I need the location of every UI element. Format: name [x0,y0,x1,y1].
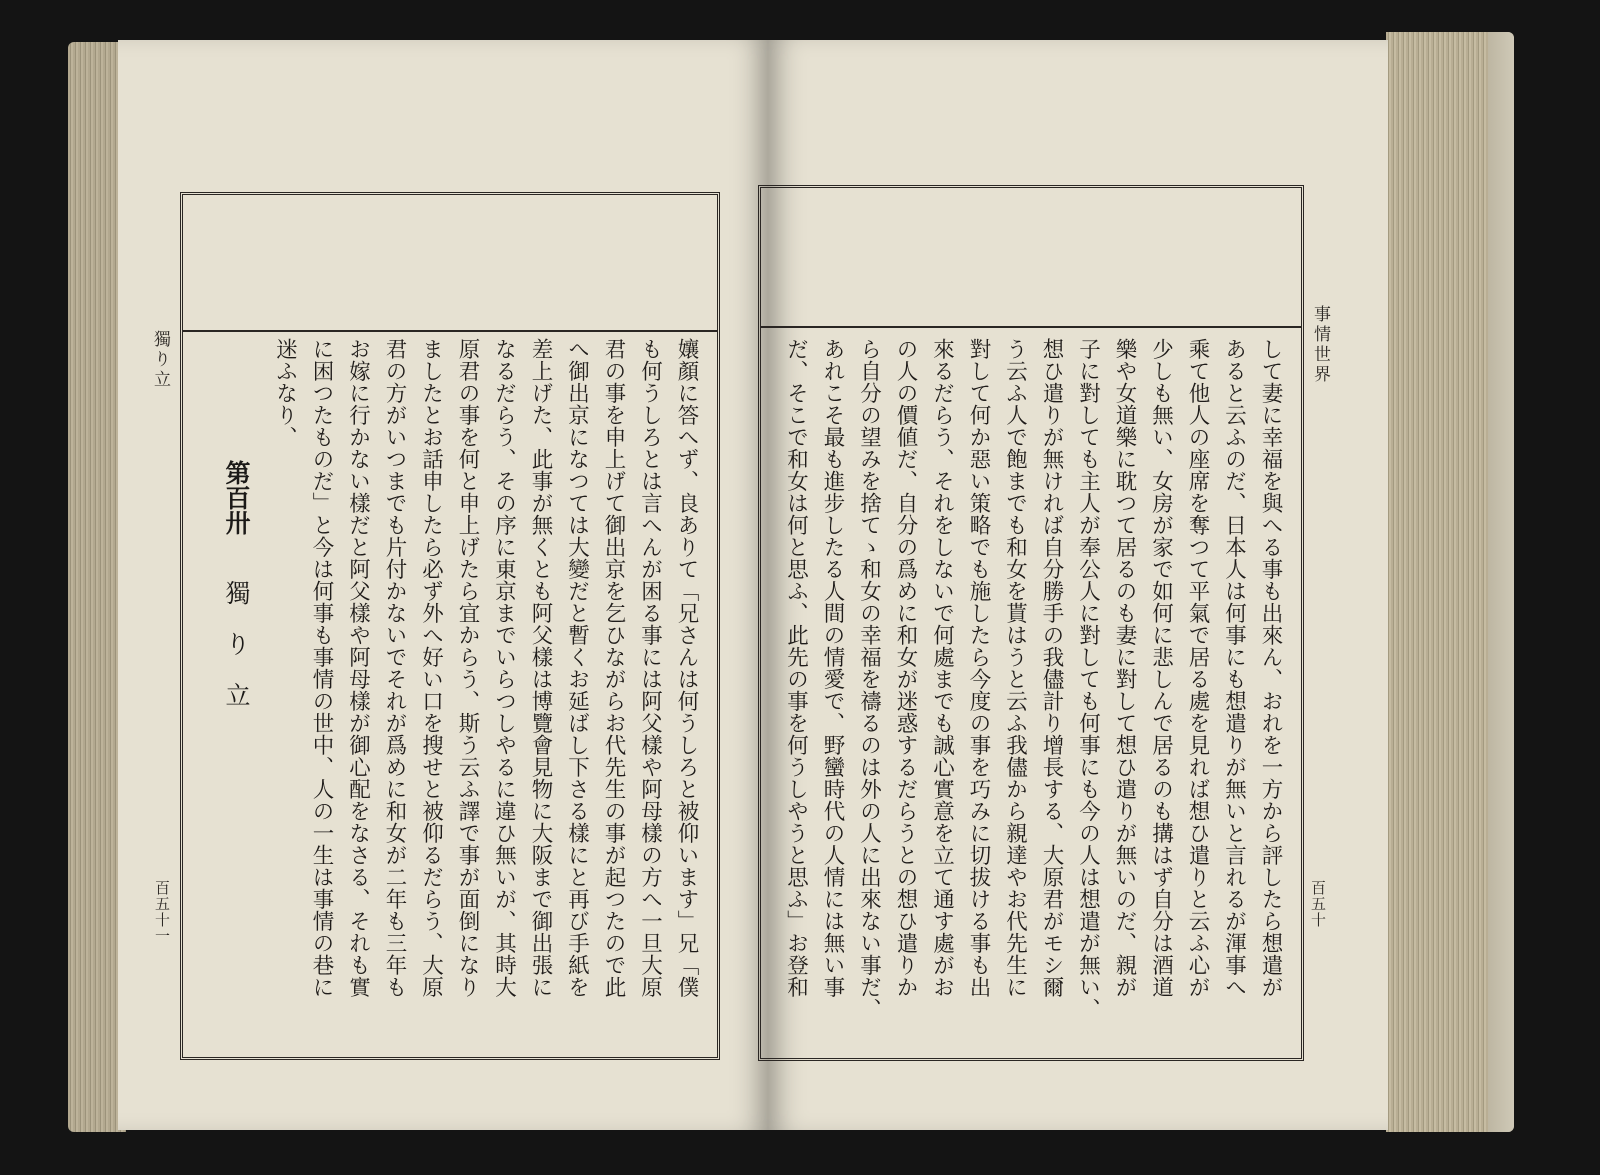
text-column: あれこそ最も進步したる人間の情愛で、野蠻時代の人情には無い事 [820,338,845,998]
chapter-title: 獨り立 [222,580,251,733]
text-column: お嫁に行かない樣だと阿父樣や阿母樣が御心配をなさる、それも實 [345,338,371,998]
text-column: 君の方がいつまでも片付かないでそれが爲めに和女が二年も三年も [382,338,407,998]
text-column: も何うしろとは言へんが困る事には阿父樣や阿母樣の方へ一旦大原 [637,338,663,998]
text-column: 乘て他人の座席を奪つて平氣で居る處を見れば想ひ遣りと云ふ心が [1185,338,1210,998]
text-column: 迷ふなり、 [272,338,298,448]
left-page [118,40,768,1130]
text-column: 樂や女道樂に耽つて居るのも妻に對して想ひ遣りが無いのだ、親が [1112,338,1137,998]
text-column: 子に對しても主人が奉公人に對しても何事にも今の人は想遣が無い、 [1075,338,1101,1020]
folio-right: 百五十 [1309,880,1327,928]
text-column: 來るだらう、それをしないで何處までも誠心實意を立て通す處がお [929,338,955,998]
text-column: ら自分の望みを捨てゝ和女の幸福を禱るのは外の人に出來ない事だ、 [856,338,882,1020]
back-cover [1488,32,1514,1132]
text-column: 差上げた、此事が無くとも阿父樣は博覽會見物に大阪まで御出張に [528,338,553,998]
frame-rule [183,330,717,332]
text-column: の人の價値だ、自分の爲めに和女が迷惑するだらうとの想ひ遣りか [893,338,918,998]
text-column: あると云ふのだ、日本人は何事にも想遣りが無いと言れるが渾事へ [1221,338,1247,998]
text-column: なるだらう、その序に東京までいらつしやるに違ひ無いが、其時大 [491,338,517,998]
text-column: へ御出京になつては大變だと暫くお延ばし下さる樣にと再び手紙を [564,338,590,998]
text-column: して妻に幸福を與へる事も出來ん、おれを一方から評したら想遣が [1258,338,1283,998]
running-head-right: 事情世界 [1310,305,1330,385]
text-column: だ、そこで和女は何と思ふ、此先の事を何うしやうと思ふ」お登和 [783,338,809,998]
right-page-edges [1386,32,1514,1132]
text-column: ましたとお話申したら必ず外へ好い口を搜せと被仰るだらう、大原 [418,338,444,998]
text-column: 想ひ遣りが無ければ自分勝手の我儘計り增長する、大原君がモシ爾 [1039,338,1064,998]
text-column: 孃顏に答へず、良ありて「兄さんは何うしろと被仰います」兄「僕 [674,338,699,998]
chapter-number: 第百卅 [222,460,251,535]
running-head-left: 獨り立 [150,330,170,390]
right-page [768,40,1388,1130]
text-column: 對して何か惡い策略でも施したら今度の事を巧みに切拔ける事も出 [966,338,991,998]
text-column: 君の事を申上げて御出京を乞ひながらお代先生の事が起つたので此 [601,338,626,998]
frame-rule [761,326,1301,328]
text-column: に困つたものだ」と今は何事も事情の世中、人の一生は事情の巷に [309,338,334,998]
text-column: 原君の事を何と申上げたら宜からう、斯う云ふ譯で事が面倒になり [455,338,480,998]
folio-left: 百五十一 [153,880,171,944]
text-column: 少しも無い、女房が家で如何に悲しんで居るのも搆はず自分は酒道 [1148,338,1174,998]
text-column: う云ふ人で飽までも和女を貰はうと云ふ我儘から親達やお代先生に [1002,338,1028,998]
